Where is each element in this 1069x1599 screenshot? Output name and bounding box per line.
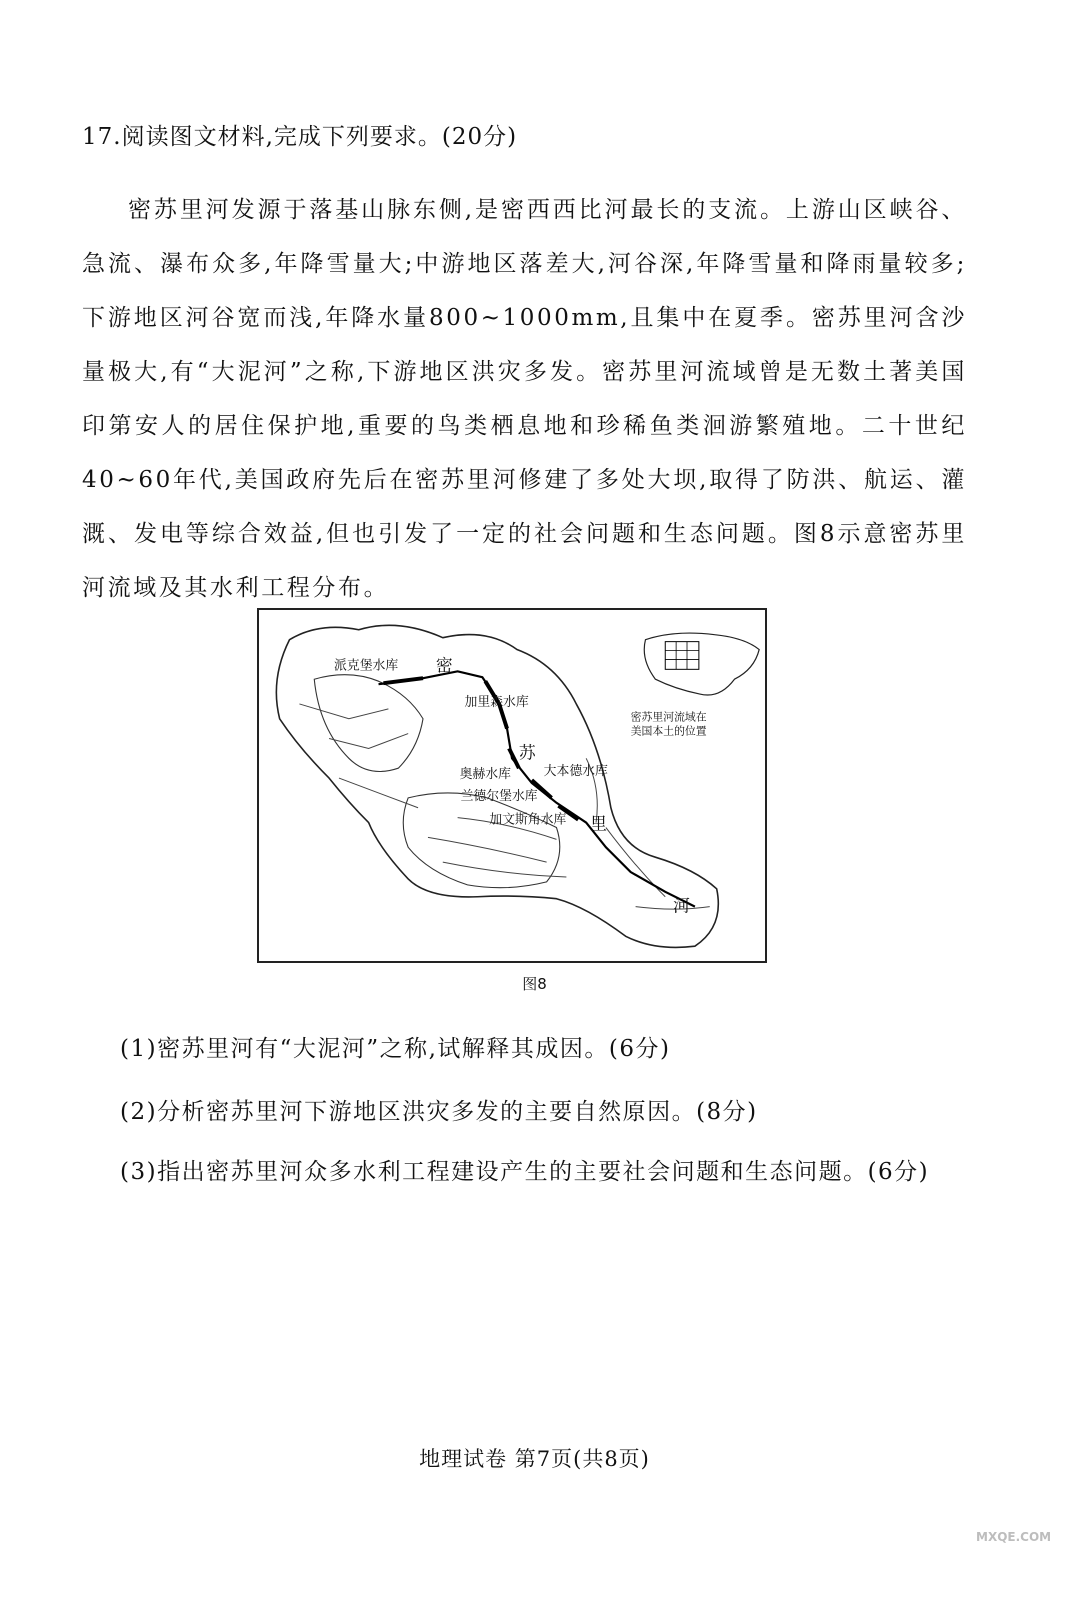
reservoir-label-oahe: 奥赫水库 xyxy=(459,767,511,783)
figure-caption: 图8 xyxy=(522,975,547,993)
inset-label-line2: 美国本土的位置 xyxy=(630,724,707,738)
sub-question-1: (1)密苏里河有“大泥河”之称,试解释其成因。(6分) xyxy=(120,1036,671,1062)
page-footer: 地理试卷 第7页(共8页) xyxy=(419,1447,650,1471)
river-char-4: 河 xyxy=(673,895,690,916)
question-title: 17.阅读图文材料,完成下列要求。(20分) xyxy=(82,124,518,150)
watermark-logo: MXQE.COM xyxy=(976,1530,1052,1544)
river-char-1: 密 xyxy=(435,655,453,676)
reservoir-label-fort-randall: 兰德尔堡水库 xyxy=(460,788,538,804)
inset-us-map xyxy=(644,633,759,695)
inset-label-line1: 密苏里河流域在 xyxy=(630,710,707,724)
missouri-river-map xyxy=(257,608,767,963)
material-paragraph: 密苏里河发源于落基山脉东侧,是密西西比河最长的支流。上游山区峡谷、急流、瀑布众多,年降雪量大;中游地区落差大,河谷深,年降雪量和降雨量较多;下游地区河谷宽而浅,年降水量800~1000mm,且集中在夏季。密苏里河含沙量极大,有“大泥河”之称,下游地区洪灾多发。密苏里河流域曾是无数土著美国印第安人的居住保护地,重要的鸟类栖息地和珍稀鱼类洄游繁殖地。二十世纪40~60年代,美国政府先后在密苏里河修建了多处大坝,取得了防洪、航运、灌溉、发电等综合效益,但也引发了一定的社会问题和生态问题。图8示意密苏里河流域及其水利工程分布。 xyxy=(82,197,967,601)
reservoir-label-gavins-point: 加文斯角水库 xyxy=(489,812,567,828)
reservoir-label-garrison: 加里森水库 xyxy=(464,694,529,710)
river-char-2: 苏 xyxy=(518,742,536,763)
sub-question-2: (2)分析密苏里河下游地区洪灾多发的主要自然原因。(8分) xyxy=(120,1099,758,1125)
sub-question-3: (3)指出密苏里河众多水利工程建设产生的主要社会问题和生态问题。(6分) xyxy=(120,1159,930,1185)
river-char-3: 里 xyxy=(590,813,607,834)
reservoir-label-fort-peck: 派克堡水库 xyxy=(334,658,399,674)
reservoir-label-big-bend: 大本德水库 xyxy=(543,764,608,780)
